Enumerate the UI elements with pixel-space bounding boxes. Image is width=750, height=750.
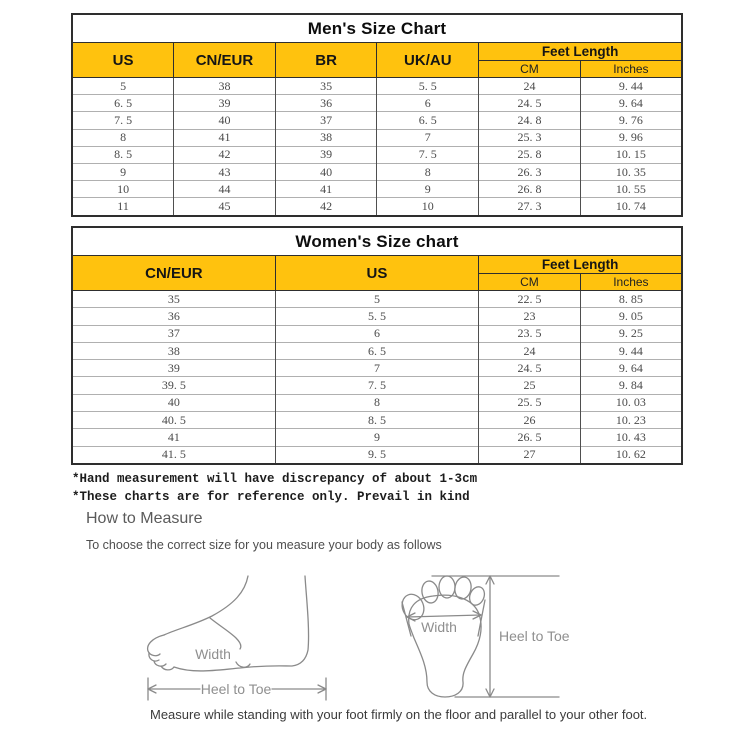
table-cell: 44 [174,181,276,198]
table-row [72,360,682,377]
table-cell: 24. 8 [479,112,581,129]
table-cell: 8. 85 [580,291,682,308]
width-pointer-line [210,618,241,649]
table-cell: 42 [275,198,377,216]
table-cell: 10. 35 [580,163,682,180]
side-width-label: Width [195,646,231,662]
table-cell: 39. 5 [72,377,275,394]
table-cell: 41. 5 [72,446,275,464]
table-cell: 7 [275,360,478,377]
table-cell: 9. 76 [580,112,682,129]
table-cell: 38 [275,129,377,146]
table-cell: 41 [72,429,275,446]
table-cell: 9. 84 [580,377,682,394]
mens-size-table [71,13,683,217]
side-heel-to-toe-label: Heel to Toe [200,681,272,697]
sole-heel-to-toe-label: Heel to Toe [499,628,570,644]
table-cell: 5 [275,291,478,308]
table-cell: 40. 5 [72,412,275,429]
table-cell: 6. 5 [275,342,478,359]
table-cell: 8 [72,129,174,146]
foot-toes [148,635,164,656]
table-cell: 10. 43 [580,429,682,446]
table-cell: 8 [275,394,478,411]
table-cell: 9. 44 [580,342,682,359]
table-cell: 37 [275,112,377,129]
womens-size-table [71,226,683,465]
table-row [72,377,682,394]
table-cell: 5. 5 [275,308,478,325]
table-row [72,95,682,112]
column-header-cm: CM [479,61,581,78]
column-header-cn-eur: CN/EUR [72,256,275,291]
table-row [72,308,682,325]
mens-table-title: Men's Size Chart [72,14,682,43]
table-cell: 24 [479,78,581,95]
table-cell: 6 [377,95,479,112]
table-cell: 5 [72,78,174,95]
table-cell: 41 [174,129,276,146]
table-cell: 9. 05 [580,308,682,325]
table-cell: 25. 5 [479,394,581,411]
mens-header-row [72,43,682,61]
table-cell: 25. 8 [479,146,581,163]
table-cell: 38 [174,78,276,95]
table-cell: 9. 64 [580,360,682,377]
table-row [72,112,682,129]
how-to-measure-heading: How to Measure [86,510,203,527]
table-row [72,129,682,146]
table-cell: 10. 03 [580,394,682,411]
table-cell: 35 [72,291,275,308]
table-row [72,198,682,216]
table-cell: 24. 5 [479,95,581,112]
column-header-us: US [275,256,478,291]
table-cell: 10. 55 [580,181,682,198]
table-cell: 25. 3 [479,129,581,146]
note-line-1: *Hand measurement will have discrepancy of about 1-3cm [72,472,478,486]
table-row [72,163,682,180]
width-arrow-line [407,615,481,617]
table-cell: 6 [275,325,478,342]
column-header-us: US [72,43,174,78]
table-row [72,78,682,95]
foot-outline [164,576,248,635]
table-cell: 10. 15 [580,146,682,163]
column-header-inches: Inches [580,274,682,291]
table-row [72,291,682,308]
width-sole-arc [236,662,250,667]
womens-header-row [72,256,682,274]
table-row [72,146,682,163]
table-cell: 6. 5 [377,112,479,129]
table-cell: 36 [72,308,275,325]
table-cell: 5. 5 [377,78,479,95]
table-cell: 9. 64 [580,95,682,112]
table-cell: 26. 5 [479,429,581,446]
table-cell: 24 [479,342,581,359]
table-cell: 23 [479,308,581,325]
table-cell: 9 [377,181,479,198]
table-cell: 37 [72,325,275,342]
table-cell: 22. 5 [479,291,581,308]
table-cell: 27. 3 [479,198,581,216]
how-to-measure-subtitle: To choose the correct size for you measure your body as follows [86,538,442,552]
table-cell: 10. 74 [580,198,682,216]
table-row [72,446,682,464]
table-cell: 7. 5 [377,146,479,163]
table-cell: 9 [72,163,174,180]
column-header-cm: CM [479,274,581,291]
womens-table-title-row [72,227,682,256]
table-cell: 26. 3 [479,163,581,180]
table-cell: 23. 5 [479,325,581,342]
table-row [72,181,682,198]
column-header-inches: Inches [580,61,682,78]
table-cell: 39 [72,360,275,377]
foot-toe-4 [161,666,174,670]
table-cell: 41 [275,181,377,198]
table-row [72,394,682,411]
column-header-uk-au: UK/AU [377,43,479,78]
table-cell: 39 [275,146,377,163]
toe-2 [420,580,440,604]
table-cell: 9. 25 [580,325,682,342]
table-cell: 38 [72,342,275,359]
table-cell: 39 [174,95,276,112]
side-view-foot-diagram [142,568,334,710]
table-cell: 8. 5 [72,146,174,163]
column-header-feet-length: Feet Length [479,43,682,61]
table-cell: 10 [72,181,174,198]
table-row [72,429,682,446]
mens-table-title-row [72,14,682,43]
sole-outline [409,595,481,697]
table-cell: 25 [479,377,581,394]
sole-view-foot-diagram [393,560,571,708]
column-header-cn-eur: CN/EUR [174,43,276,78]
table-cell: 42 [174,146,276,163]
table-cell: 10. 23 [580,412,682,429]
table-cell: 7. 5 [275,377,478,394]
table-cell: 26. 8 [479,181,581,198]
table-cell: 27 [479,446,581,464]
table-cell: 10 [377,198,479,216]
table-cell: 45 [174,198,276,216]
table-cell: 43 [174,163,276,180]
table-cell: 8. 5 [275,412,478,429]
table-cell: 24. 5 [479,360,581,377]
table-cell: 40 [275,163,377,180]
measure-instruction-caption: Measure while standing with your foot firmly on the floor and parallel to your other foot. [150,707,648,722]
table-cell: 36 [275,95,377,112]
column-header-br: BR [275,43,377,78]
table-cell: 40 [174,112,276,129]
table-cell: 40 [72,394,275,411]
womens-table-title: Women's Size chart [72,227,682,256]
note-line-2: *These charts are for reference only. Prevail in kind [72,490,470,504]
table-cell: 9. 96 [580,129,682,146]
measurement-notes [72,470,477,506]
table-cell: 7. 5 [72,112,174,129]
table-row [72,325,682,342]
table-cell: 11 [72,198,174,216]
table-cell: 10. 62 [580,446,682,464]
table-row [72,412,682,429]
table-cell: 35 [275,78,377,95]
table-cell: 26 [479,412,581,429]
column-header-feet-length: Feet Length [479,256,682,274]
table-cell: 9. 44 [580,78,682,95]
table-cell: 8 [377,163,479,180]
table-row [72,342,682,359]
table-cell: 9 [275,429,478,446]
foot-toe-3 [154,661,166,666]
sole-width-label: Width [421,619,457,635]
table-cell: 7 [377,129,479,146]
table-cell: 9. 5 [275,446,478,464]
table-cell: 6. 5 [72,95,174,112]
